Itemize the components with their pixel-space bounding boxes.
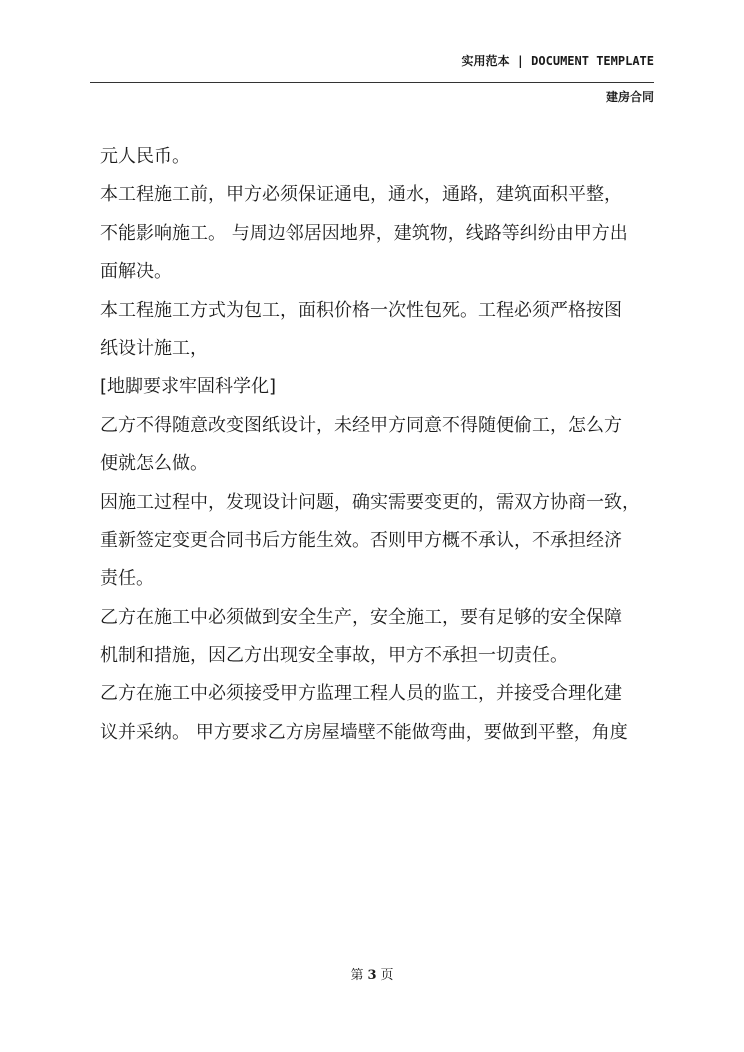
text-line: 本工程施工前，甲方必须保证通电，通水，通路，建筑面积平整，	[100, 184, 622, 206]
text-line: 乙方在施工中必须接受甲方监理工程人员的监工，并接受合理化建	[100, 683, 622, 705]
text-line: 议并采纳。 甲方要求乙方房屋墙壁不能做弯曲，要做到平整，角度	[100, 721, 628, 743]
header-subtitle: 建房合同	[605, 90, 654, 104]
page-prefix: 第	[350, 968, 364, 983]
text-line: 责任。	[100, 568, 154, 590]
text-line: 元人民币。	[100, 146, 190, 167]
page-footer	[0, 964, 744, 983]
page-number: 3	[367, 968, 377, 983]
page-suffix: 页	[380, 968, 394, 983]
text-line: 乙方不得随意改变图纸设计，未经甲方同意不得随便偷工，怎么方	[100, 414, 622, 436]
text-line: 面解决。	[100, 261, 172, 283]
text-line: 机制和措施，因乙方出现安全事故，甲方不承担一切责任。	[100, 645, 568, 667]
header-title: 实用范本 | DOCUMENT TEMPLATE	[461, 54, 654, 68]
document-body	[100, 138, 660, 752]
header-divider	[90, 82, 654, 83]
text-line: 不能影响施工。 与周边邻居因地界，建筑物，线路等纠纷由甲方出	[100, 222, 628, 244]
text-line: 因施工过程中，发现设计问题，确实需要变更的，需双方协商一致，	[100, 491, 640, 513]
text-line: 乙方在施工中必须做到安全生产，安全施工，要有足够的安全保障	[100, 606, 622, 628]
text-line: 本工程施工方式为包工，面积价格一次性包死。工程必须严格按图	[100, 299, 622, 321]
text-line: 便就怎么做。	[100, 453, 208, 475]
text-line: 纸设计施工，	[100, 337, 208, 359]
text-line: 重新签定变更合同书后方能生效。否则甲方概不承认，不承担经济	[100, 529, 622, 551]
text-line: [地脚要求牢固科学化]	[100, 376, 277, 398]
